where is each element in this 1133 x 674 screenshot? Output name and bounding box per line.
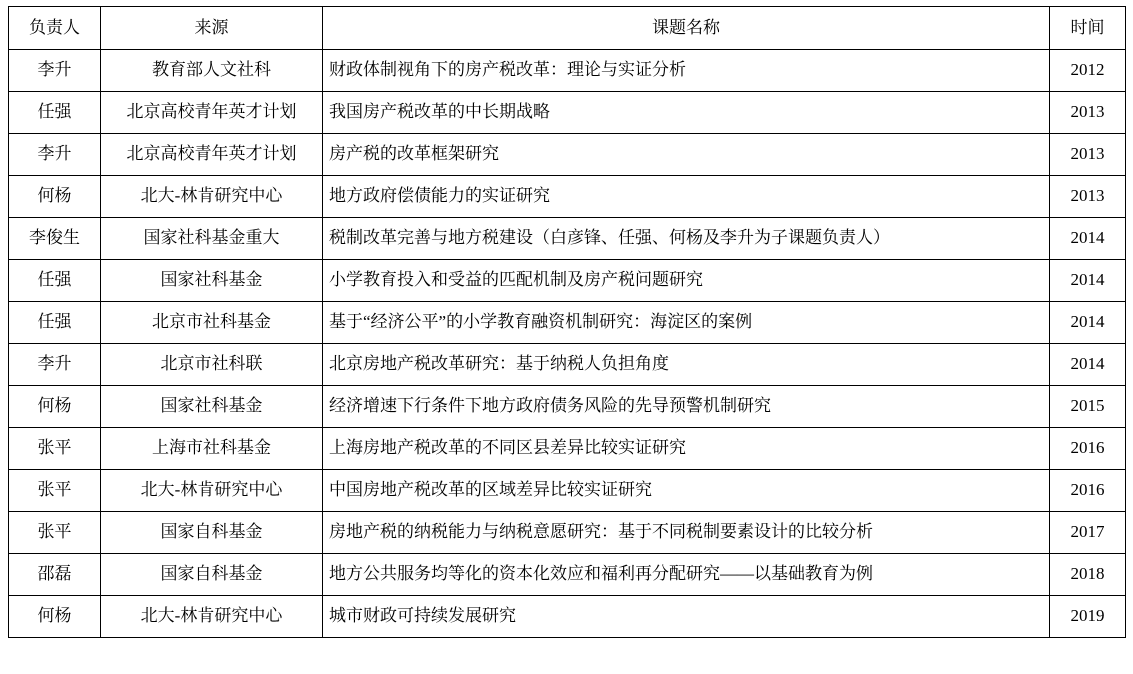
table-header-row xyxy=(9,7,1126,50)
table-row xyxy=(9,512,1126,554)
cell-leader: 张平 xyxy=(9,470,101,512)
table-row xyxy=(9,428,1126,470)
cell-title: 房产税的改革框架研究 xyxy=(323,134,1050,176)
table-row xyxy=(9,50,1126,92)
cell-title: 上海房地产税改革的不同区县差异比较实证研究 xyxy=(323,428,1050,470)
cell-leader: 任强 xyxy=(9,260,101,302)
cell-leader: 李升 xyxy=(9,50,101,92)
table-row xyxy=(9,92,1126,134)
table-row xyxy=(9,302,1126,344)
table-row xyxy=(9,554,1126,596)
cell-leader: 李升 xyxy=(9,134,101,176)
cell-year: 2017 xyxy=(1050,512,1126,554)
cell-year: 2014 xyxy=(1050,344,1126,386)
cell-year: 2016 xyxy=(1050,428,1126,470)
cell-title: 税制改革完善与地方税建设（白彦锋、任强、何杨及李升为子课题负责人） xyxy=(323,218,1050,260)
cell-year: 2014 xyxy=(1050,302,1126,344)
cell-leader: 何杨 xyxy=(9,386,101,428)
cell-title: 地方政府偿债能力的实证研究 xyxy=(323,176,1050,218)
column-header-source: 来源 xyxy=(101,7,323,50)
cell-leader: 李俊生 xyxy=(9,218,101,260)
table-row xyxy=(9,386,1126,428)
cell-title: 基于“经济公平”的小学教育融资机制研究：海淀区的案例 xyxy=(323,302,1050,344)
cell-source: 北大-林肯研究中心 xyxy=(101,176,323,218)
cell-title: 小学教育投入和受益的匹配机制及房产税问题研究 xyxy=(323,260,1050,302)
cell-year: 2016 xyxy=(1050,470,1126,512)
cell-year: 2013 xyxy=(1050,134,1126,176)
cell-year: 2014 xyxy=(1050,260,1126,302)
table-row xyxy=(9,470,1126,512)
cell-source: 国家社科基金重大 xyxy=(101,218,323,260)
cell-title: 地方公共服务均等化的资本化效应和福利再分配研究——以基础教育为例 xyxy=(323,554,1050,596)
cell-leader: 张平 xyxy=(9,428,101,470)
cell-title: 财政体制视角下的房产税改革：理论与实证分析 xyxy=(323,50,1050,92)
cell-source: 教育部人文社科 xyxy=(101,50,323,92)
cell-source: 北京市社科基金 xyxy=(101,302,323,344)
table-row xyxy=(9,260,1126,302)
cell-source: 北京高校青年英才计划 xyxy=(101,92,323,134)
cell-leader: 任强 xyxy=(9,92,101,134)
table-body xyxy=(9,50,1126,638)
cell-leader: 邵磊 xyxy=(9,554,101,596)
table-row xyxy=(9,344,1126,386)
cell-source: 国家社科基金 xyxy=(101,260,323,302)
cell-leader: 张平 xyxy=(9,512,101,554)
cell-year: 2018 xyxy=(1050,554,1126,596)
cell-leader: 任强 xyxy=(9,302,101,344)
cell-source: 上海市社科基金 xyxy=(101,428,323,470)
cell-title: 中国房地产税改革的区域差异比较实证研究 xyxy=(323,470,1050,512)
cell-source: 北大-林肯研究中心 xyxy=(101,596,323,638)
cell-title: 城市财政可持续发展研究 xyxy=(323,596,1050,638)
cell-year: 2019 xyxy=(1050,596,1126,638)
table-header xyxy=(9,7,1126,50)
research-projects-table xyxy=(8,6,1126,638)
cell-title: 我国房产税改革的中长期战略 xyxy=(323,92,1050,134)
cell-year: 2014 xyxy=(1050,218,1126,260)
cell-leader: 李升 xyxy=(9,344,101,386)
cell-source: 北京高校青年英才计划 xyxy=(101,134,323,176)
table-row xyxy=(9,596,1126,638)
document-page xyxy=(0,6,1133,674)
cell-source: 北京市社科联 xyxy=(101,344,323,386)
column-header-leader: 负责人 xyxy=(9,7,101,50)
column-header-year: 时间 xyxy=(1050,7,1126,50)
cell-source: 国家自科基金 xyxy=(101,554,323,596)
cell-title: 房地产税的纳税能力与纳税意愿研究：基于不同税制要素设计的比较分析 xyxy=(323,512,1050,554)
column-header-title: 课题名称 xyxy=(323,7,1050,50)
cell-source: 北大-林肯研究中心 xyxy=(101,470,323,512)
cell-year: 2013 xyxy=(1050,176,1126,218)
cell-title: 北京房地产税改革研究：基于纳税人负担角度 xyxy=(323,344,1050,386)
cell-year: 2012 xyxy=(1050,50,1126,92)
cell-leader: 何杨 xyxy=(9,596,101,638)
table-row xyxy=(9,134,1126,176)
cell-source: 国家自科基金 xyxy=(101,512,323,554)
table-row xyxy=(9,176,1126,218)
cell-title: 经济增速下行条件下地方政府债务风险的先导预警机制研究 xyxy=(323,386,1050,428)
cell-leader: 何杨 xyxy=(9,176,101,218)
cell-source: 国家社科基金 xyxy=(101,386,323,428)
cell-year: 2015 xyxy=(1050,386,1126,428)
table-row xyxy=(9,218,1126,260)
cell-year: 2013 xyxy=(1050,92,1126,134)
